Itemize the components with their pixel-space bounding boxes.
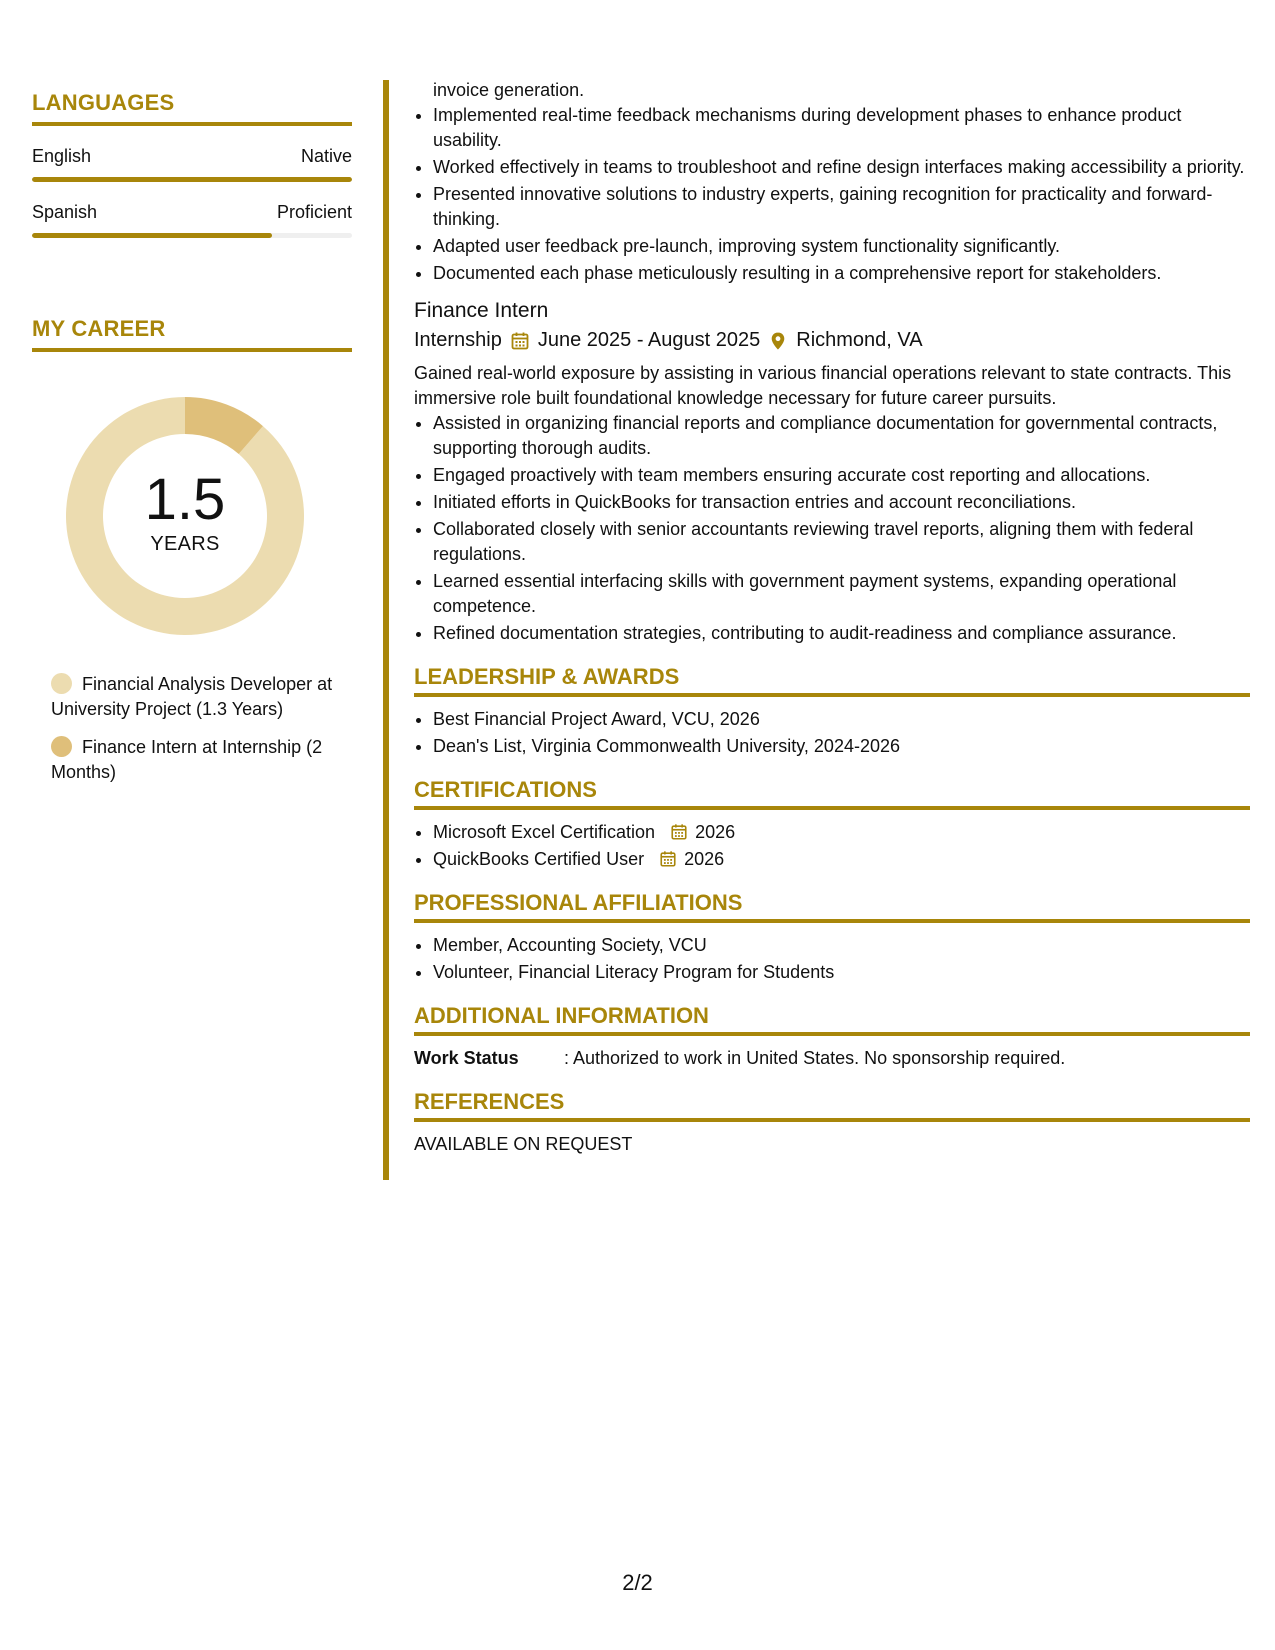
calendar-icon bbox=[510, 331, 530, 351]
language-item bbox=[32, 202, 352, 238]
list-item: • Volunteer, Financial Literacy Program for Students bbox=[433, 960, 1250, 985]
legend-label: Finance Intern at Internship (2 Months) bbox=[51, 737, 323, 782]
career-heading: MY CAREER bbox=[32, 316, 352, 352]
list-item: • Member, Accounting Society, VCU bbox=[433, 933, 1250, 958]
career-legend bbox=[51, 672, 352, 785]
references-heading: REFERENCES bbox=[414, 1089, 1250, 1122]
additional-info-row bbox=[414, 1046, 1250, 1071]
job-meta bbox=[414, 328, 1250, 353]
list-item: • Presented innovative solutions to industry experts, gaining recognition for practicality and forward-thinking. bbox=[433, 182, 1250, 232]
job-type: Internship bbox=[414, 329, 502, 351]
calendar-icon bbox=[670, 823, 688, 841]
work-status-label: Work Status bbox=[414, 1048, 519, 1068]
job-dates: June 2025 - August 2025 bbox=[537, 329, 761, 351]
language-level: Native bbox=[300, 146, 352, 166]
leadership-list bbox=[414, 707, 1250, 759]
legend-swatch bbox=[51, 736, 72, 757]
additional-info-heading: ADDITIONAL INFORMATION bbox=[414, 1003, 1250, 1036]
list-item: • Collaborated closely with senior accountants reviewing travel reports, aligning them with federal regulations. bbox=[433, 517, 1250, 567]
career-donut-chart bbox=[65, 396, 305, 636]
legend-label: Financial Analysis Developer at University Project (1.3 Years) bbox=[51, 674, 333, 719]
left-column bbox=[32, 90, 352, 798]
list-item: • Best Financial Project Award, VCU, 2026 bbox=[433, 707, 1250, 732]
location-pin-icon bbox=[768, 331, 788, 351]
language-level-bar bbox=[32, 177, 352, 182]
career-total-years: 1.5 bbox=[144, 466, 226, 532]
list-item bbox=[433, 847, 1250, 872]
language-item bbox=[32, 146, 352, 182]
work-status-value: : Authorized to work in United States. No sponsorship required. bbox=[564, 1048, 1066, 1068]
previous-job-bullets bbox=[414, 103, 1250, 286]
certifications-list bbox=[414, 820, 1250, 872]
page-number: 2/2 bbox=[622, 1570, 653, 1595]
certification-year: 2026 bbox=[684, 849, 725, 869]
list-item: • Documented each phase meticulously resulting in a comprehensive report for stakeholders. bbox=[433, 261, 1250, 286]
list-item: • Learned essential interfacing skills with government payment systems, expanding operational competence. bbox=[433, 569, 1250, 619]
leadership-heading: LEADERSHIP & AWARDS bbox=[414, 664, 1250, 697]
list-item: • Dean's List, Virginia Commonwealth University, 2024-2026 bbox=[433, 734, 1250, 759]
list-item: • Initiated efforts in QuickBooks for transaction entries and account reconciliations. bbox=[433, 490, 1250, 515]
certification-name: QuickBooks Certified User bbox=[433, 849, 645, 869]
affiliations-list bbox=[414, 933, 1250, 985]
career-total-unit: YEARS bbox=[150, 532, 220, 555]
legend-swatch bbox=[51, 673, 72, 694]
list-item bbox=[433, 820, 1250, 845]
language-name: Spanish bbox=[32, 202, 98, 222]
list-item: • Refined documentation strategies, contributing to audit-readiness and compliance assurance. bbox=[433, 621, 1250, 646]
list-item: • Worked effectively in teams to troubleshoot and refine design interfaces making accessibility a priority. bbox=[433, 155, 1250, 180]
calendar-icon bbox=[659, 850, 677, 868]
certification-name: Microsoft Excel Certification bbox=[433, 822, 656, 842]
certification-year: 2026 bbox=[695, 822, 736, 842]
list-item: • Implemented real-time feedback mechanisms during development phases to enhance product usability. bbox=[433, 103, 1250, 153]
job-title: Finance Intern bbox=[414, 299, 549, 322]
legend-item bbox=[51, 735, 352, 785]
legend-item bbox=[51, 672, 352, 722]
language-level-fill bbox=[32, 177, 352, 182]
certifications-heading: CERTIFICATIONS bbox=[414, 777, 1250, 810]
list-item: • Assisted in organizing financial reports and compliance documentation for governmental contracts, supporting thorough audits. bbox=[433, 411, 1250, 461]
list-item: • Adapted user feedback pre-launch, improving system functionality significantly. bbox=[433, 234, 1250, 259]
language-level-fill bbox=[32, 233, 272, 238]
list-item: • Engaged proactively with team members ensuring accurate cost reporting and allocations. bbox=[433, 463, 1250, 488]
job-location: Richmond, VA bbox=[796, 329, 923, 351]
column-divider bbox=[383, 80, 389, 1180]
right-column bbox=[414, 78, 1250, 1157]
references-text: AVAILABLE ON REQUEST bbox=[414, 1134, 633, 1154]
job-description: Gained real-world exposure by assisting in various financial operations relevant to state contracts. This immersive role built foundational knowledge necessary for future career pursuits. bbox=[414, 363, 1232, 408]
job-bullets bbox=[414, 411, 1250, 646]
language-level-bar bbox=[32, 233, 352, 238]
language-level: Proficient bbox=[276, 202, 352, 222]
affiliations-heading: PROFESSIONAL AFFILIATIONS bbox=[414, 890, 1250, 923]
previous-job-continued-text: invoice generation. bbox=[433, 80, 585, 100]
language-name: English bbox=[32, 146, 92, 166]
languages-heading: LANGUAGES bbox=[32, 90, 352, 126]
